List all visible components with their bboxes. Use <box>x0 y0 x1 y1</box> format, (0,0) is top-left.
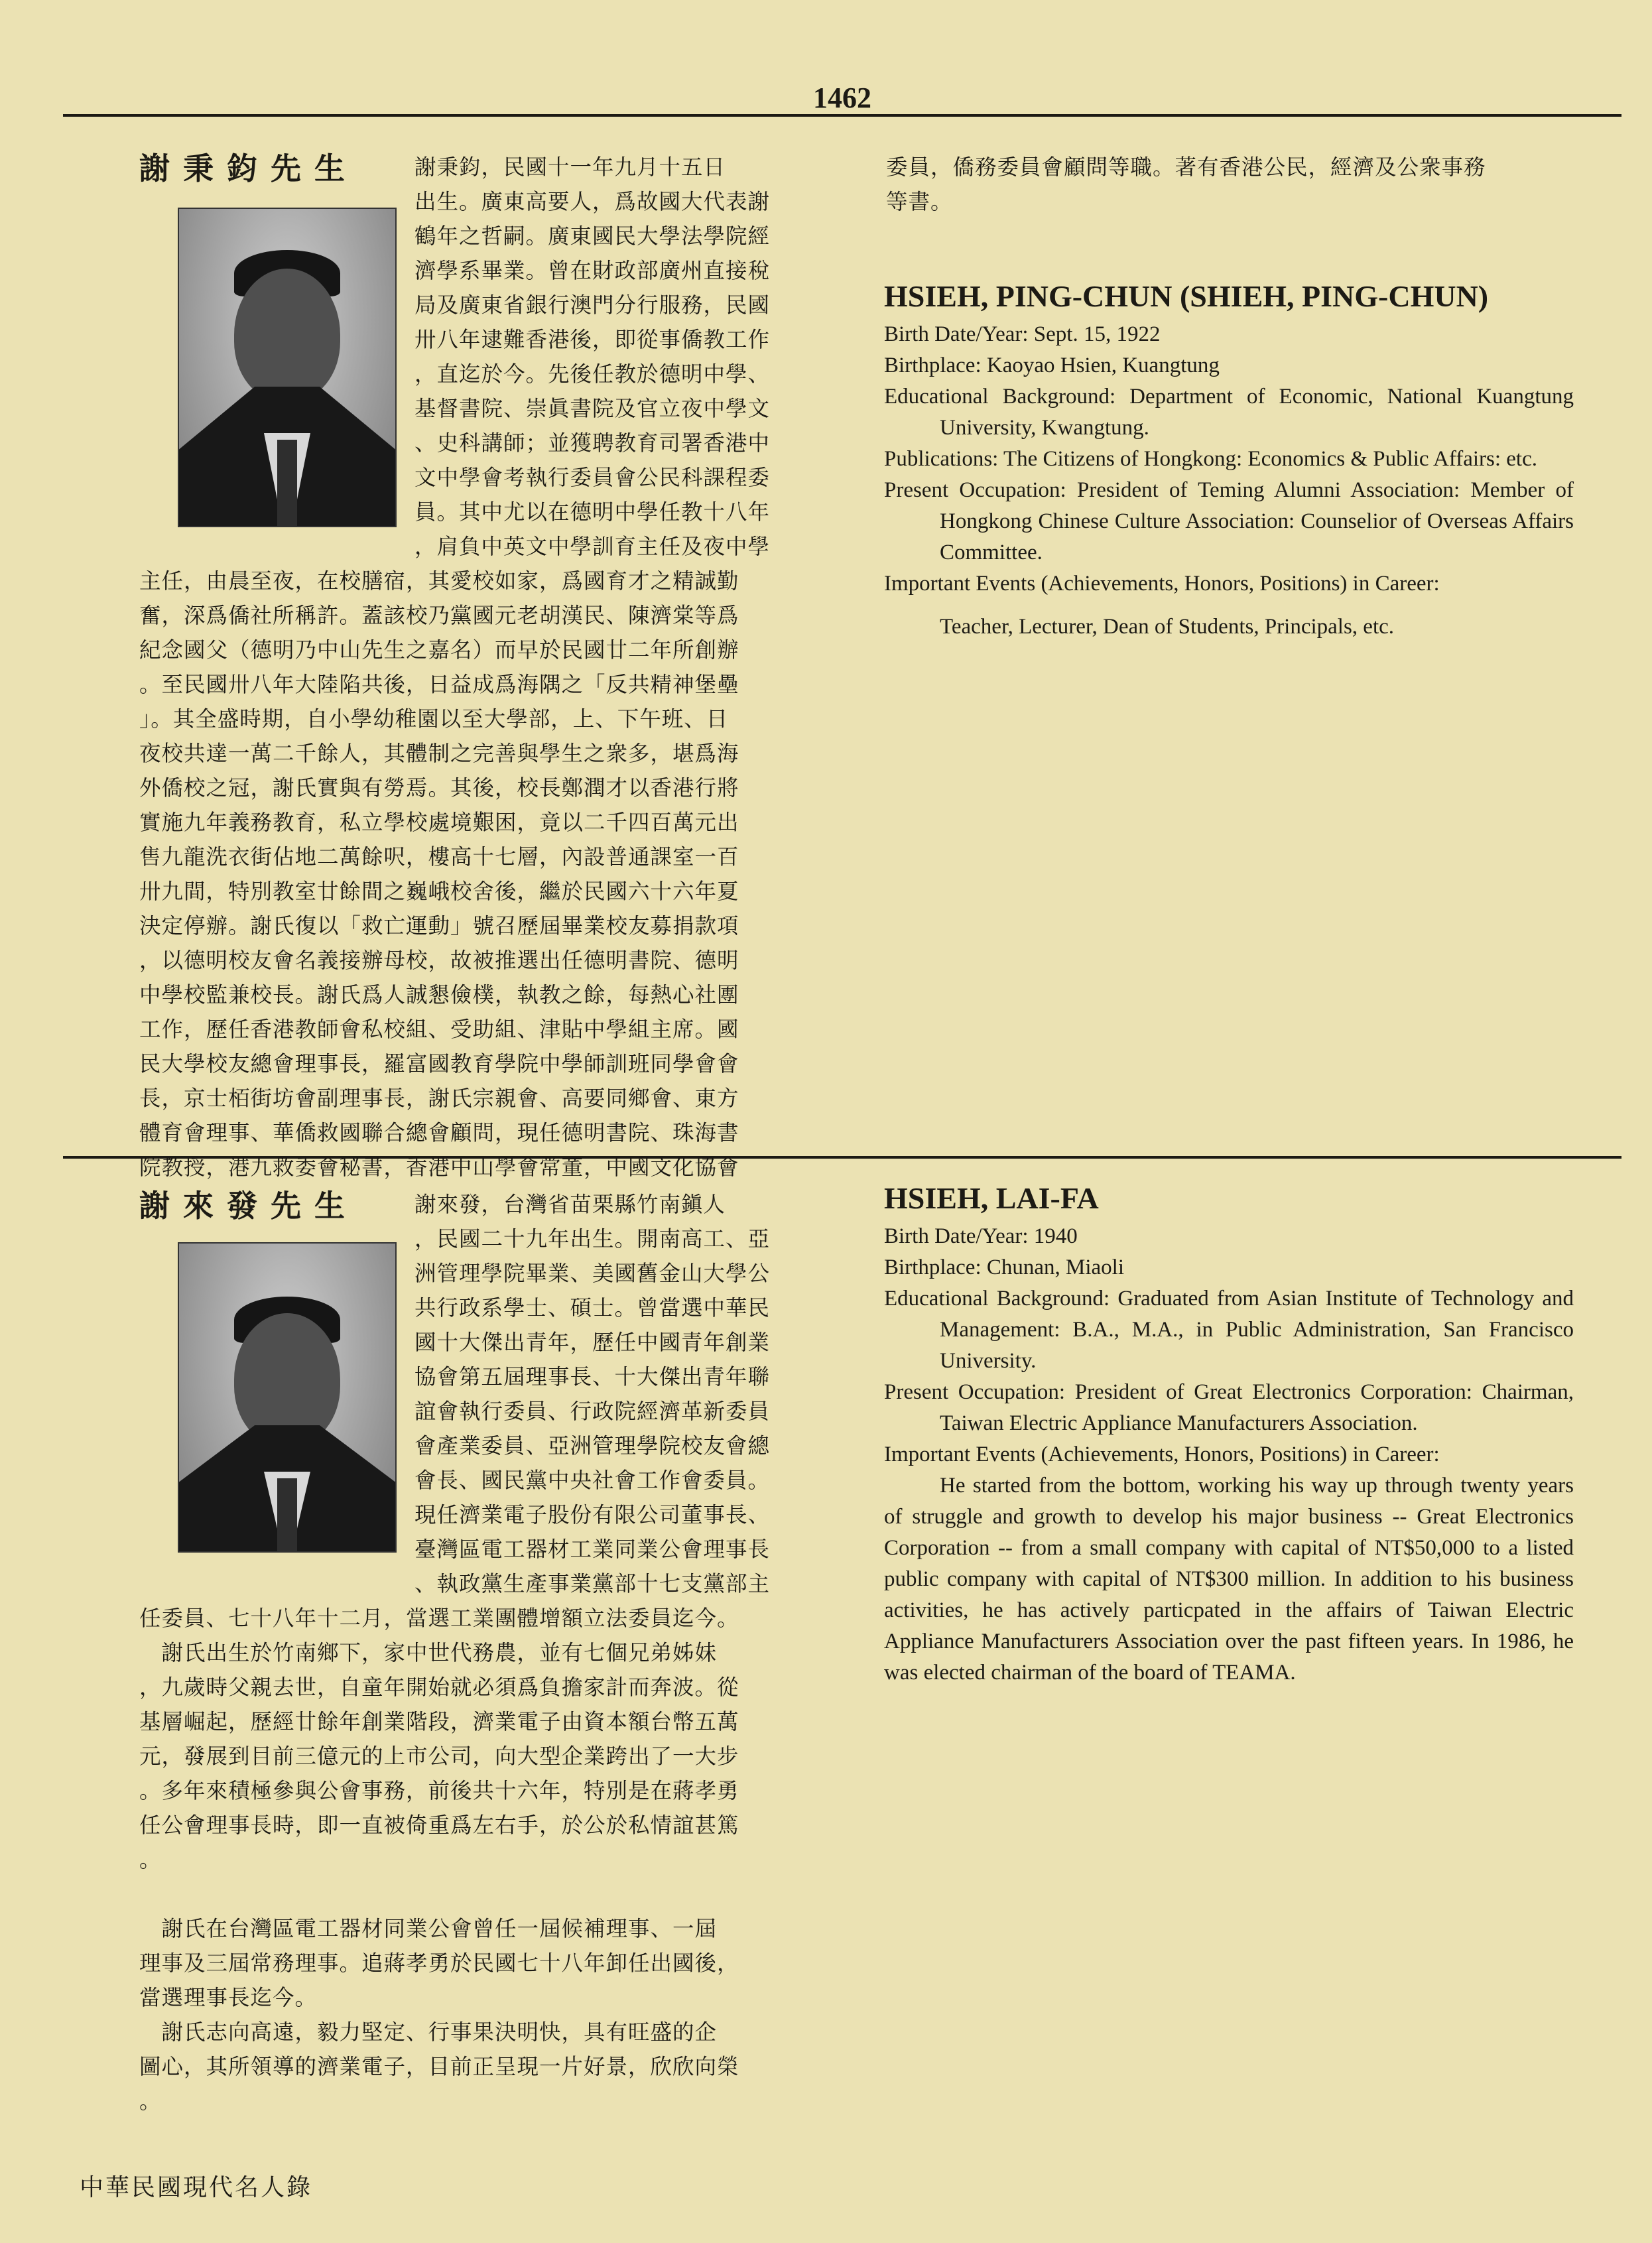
entry-1-chinese-bio-continued: 委員，僑務委員會顧問等職。著有香港公民，經濟及公衆事務 等書。 <box>886 155 1486 214</box>
entry-2-field: Present Occupation: President of Great Electronics Corporation: Chairman, Taiwan Electric Appliance Manufacturers Association. <box>884 1380 1574 1435</box>
entry-1-english-name: HSIEH, PING-CHUN (SHIEH, PING-CHUN) <box>884 279 1489 313</box>
entry-1-chinese-bio-right: 謝秉鈞，民國十一年九月十五日 出生。廣東高要人，爲故國大代表謝 鶴年之哲嗣。廣東國民大學法學院經 濟學系畢業。曾在財政部廣州直接稅 局及廣東省銀行澳門分行服務，民國 卅八年逮難香港後，即從事僑教工作 ，直迄於今。先後任教於德明中學、 基督書院、崇眞書院及官立夜中學文 、史科講師；並獲聘教育司署香港中 文中學會考執行委員會公民科課程委 員。其中尤以在德明中學任教十八年 ，肩負中英文中學訓育主任及夜中學 <box>414 155 771 559</box>
entry-2-english-name: HSIEH, LAI-FA <box>884 1181 1099 1215</box>
entry-2-field: Educational Background: Graduated from Asian Institute of Technology and Management: B.A., M.A., in Public Administration, San Francisco University. <box>884 1287 1574 1373</box>
entry-2-field: Birthplace: Chunan, Miaoli <box>884 1255 1125 1279</box>
entry-1-chinese-name: 謝秉鈞先生 <box>139 151 358 186</box>
entry-2-english-block <box>884 1181 1574 1689</box>
entry-1-chinese-bio-full: 主任，由晨至夜，在校膳宿，其愛校如家，爲國育才之精誠勤 奮，深爲僑社所稱許。蓋該校乃黨國元老胡漢民、陳濟棠等爲 紀念國父（德明乃中山先生之嘉名）而早於民國廿二年所創辦 。至民國卅八年大陸陷共後，日益成爲海隅之「反共精神堡壘 」。其全盛時期，自小學幼稚園以至大學部，上、下午班、日 夜校共達一萬二千餘人，其體制之完善與學生之衆多，堪爲海 外僑校之冠，謝氏實與有勞焉。其後，校長鄭潤才以香港行將 實施九年義務教育，私立學校處境艱困，竟以二千四百萬元出 售九龍洗衣街佔地二萬餘呎，樓高十七層，內設普通課室一百 卅九間，特別教室廿餘間之巍峨校舍後，繼於民國六十六年夏 決定停辦。謝氏復以「救亡運動」號召歷屆畢業校友募捐款項 ，以德明校友會名義接辦母校，故被推選出任德明書院、德明 中學校監兼校長。謝氏爲人誠懇儉樸，執教之餘，每熱心社團 工作，歷任香港教師會私校組、受助組、津貼中學組主席。國 民大學校友總會理事長，羅富國教育學院中學師訓班同學會會 長，京士栢街坊會副理事長，謝氏宗親會、高要同鄉會、東方 體育會理事、華僑救國聯合總會顧問，現任德明書院、珠海書 院教授，港九救委會秘書，香港中山學會常董，中國文化協會 <box>139 568 739 1180</box>
entry-1-events: Teacher, Lecturer, Dean of Students, Principals, etc. <box>940 615 1395 639</box>
top-divider <box>63 114 1621 117</box>
entry-2-field: Important Events (Achievements, Honors, Positions) in Career: <box>884 1442 1440 1466</box>
entry-2-events: He started from the bottom, working his way up through twenty years of struggle and growth to develop his major business -- Great Electronics Corporation -- from a small company with capital of NT$50,000 to a listed public company with capital of NT$300 million. In addition to his business activities, he has actively particpated in the affairs of Taiwan Electric Appliance Manufacturers Association over the past fifteen years. In 1986, he was elected chairman of the board of TEAMA. <box>884 1474 1574 1685</box>
entry-1-field: Birth Date/Year: Sept. 15, 1922 <box>884 322 1161 346</box>
entry-1-portrait <box>178 208 397 527</box>
entry-1-field: Important Events (Achievements, Honors, Positions) in Career: <box>884 572 1440 596</box>
footer-book-title: 中華民國現代名人錄 <box>80 2174 313 2201</box>
entry-1-field: Educational Background: Department of Economic, National Kuangtung University, Kwangtung. <box>884 385 1574 440</box>
entry-2-field: Birth Date/Year: 1940 <box>884 1224 1078 1248</box>
entry-2-chinese-bio-right: 謝來發，台灣省苗栗縣竹南鎭人 ，民國二十九年出生。開南高工、亞 洲管理學院畢業、美國舊金山大學公 共行政系學士、碩士。曾當選中華民 國十大傑出青年，歷任中國青年創業 協會第五屆理事長、十大傑出青年聯 誼會執行委員、行政院經濟革新委員 會產業委員、亞洲管理學院校友會總 會長、國民黨中央社會工作會委員。 現任濟業電子股份有限公司董事長、 臺灣區電工器材工業同業公會理事長 、執政黨生產事業黨部十七支黨部主 <box>414 1192 771 1596</box>
entry-1-field: Birthplace: Kaoyao Hsien, Kuangtung <box>884 353 1220 377</box>
page-number: 1462 <box>813 82 871 114</box>
entry-2-chinese-name: 謝來發先生 <box>139 1188 358 1224</box>
entry-2-portrait <box>178 1242 397 1553</box>
entry-1-field: Publications: The Citizens of Hongkong: Economics & Public Affairs: etc. <box>884 447 1537 471</box>
entry-2-chinese-bio-full: 任委員、七十八年十二月，當選工業團體增額立法委員迄今。 謝氏出生於竹南鄉下，家中世代務農，並有七個兄弟姊妹 ，九歲時父親去世，自童年開始就必須爲負擔家計而奔波。從 基層崛起，歷經廿餘年創業階段，濟業電子由資本額台幣五萬 元，發展到目前三億元的上市公司，向大型企業跨出了一大步 。多年來積極參與公會事務，前後共十六年，特別是在蔣孝勇 任公會理事長時，即一直被倚重爲左右手，於公於私情誼甚篤 。 謝氏在台灣區電工器材同業公會曾任一屆候補理事、一屆 理事及三屆常務理事。追蔣孝勇於民國七十八年卸任出國後， 當選理事長迄今。 謝氏志向高遠，毅力堅定、行事果決明快，具有旺盛的企 圖心，其所領導的濟業電子，目前正呈現一片好景，欣欣向榮 。 <box>139 1606 739 2114</box>
entry-1-english-block <box>884 279 1574 643</box>
entry-1-field: Present Occupation: President of Teming Alumni Association: Member of Hongkong Chinese Culture Association: Counselior of Overseas Affairs Committee. <box>884 478 1574 564</box>
